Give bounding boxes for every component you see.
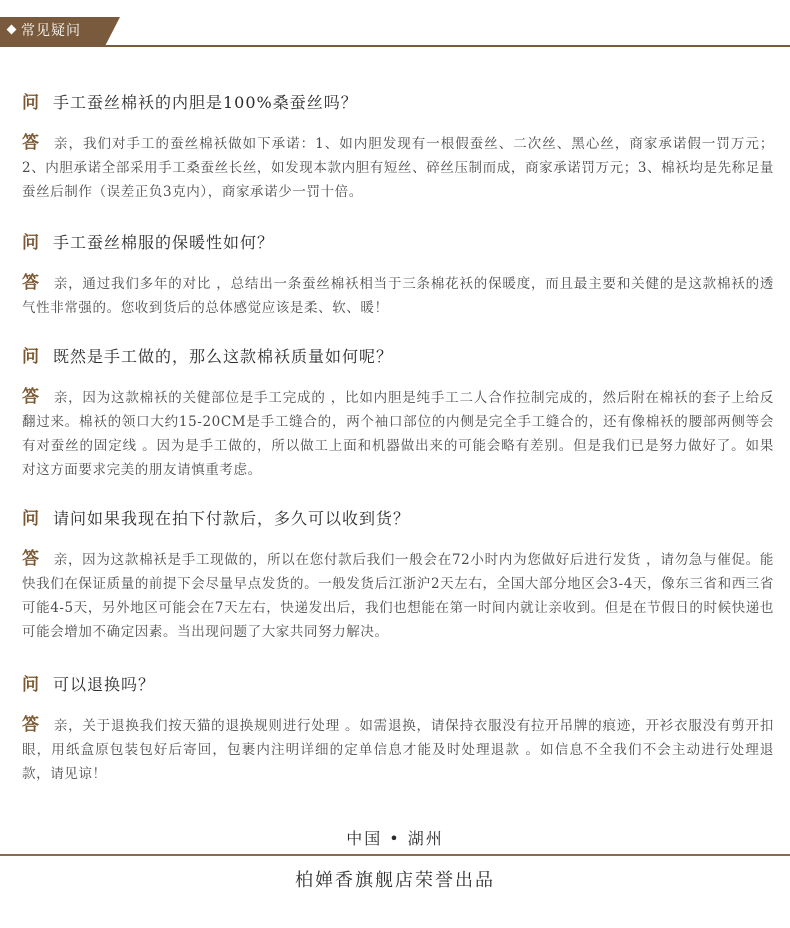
answer-paragraph xyxy=(22,547,774,644)
answer-text: 亲，通过我们多年的对比 ，总结出一条蚕丝棉袄相当于三条棉花袄的保暖度，而且最主要和关健的是这款棉袄的透气性非常强的。您收到货后的总体感觉应该是柔、软、暖！ xyxy=(22,276,774,316)
question-text: 手工蚕丝棉服的保暖性如何？ xyxy=(53,233,275,252)
question-row xyxy=(22,670,774,695)
question-marker: 问 xyxy=(22,347,39,367)
faq-item xyxy=(22,504,774,644)
faq-item xyxy=(22,228,774,320)
faq-item xyxy=(22,88,774,204)
footer-brand: 柏婵香旗舰店荣誉出品 xyxy=(295,870,495,891)
question-marker: 问 xyxy=(22,509,39,529)
answer-paragraph xyxy=(22,385,774,482)
footer-location: 中国 • 湖州 xyxy=(346,829,444,848)
answer-marker: 答 xyxy=(22,387,40,407)
answer-marker: 答 xyxy=(22,273,40,293)
answer-paragraph xyxy=(22,713,774,786)
section-header xyxy=(0,0,790,48)
answer-marker: 答 xyxy=(22,133,41,153)
question-text: 请问如果我现在拍下付款后，多久可以收到货？ xyxy=(53,509,411,528)
question-text: 既然是手工做的，那么这款棉袄质量如何呢？ xyxy=(53,347,394,366)
question-marker: 问 xyxy=(22,675,39,695)
faq-item xyxy=(22,342,774,482)
answer-marker: 答 xyxy=(22,715,40,735)
answer-marker: 答 xyxy=(22,549,40,569)
answer-text: 亲，因为这款棉袄是手工现做的，所以在您付款后我们一般会在72小时内为您做好后进行发货 ，请勿急与催促。能快我们在保证质量的前提下会尽量早点发货的。一般发货后江浙沪2天左右，全国大部分地区会3-4天，像东三省和西三省可能4-5天，另外地区可能会在7天左右，快递发出后，我们也想能在第一时间内就让亲收到。但是在节假日的时候快递也可能会增加不确定因素。当出现问题了大家共同努力解决。 xyxy=(22,552,774,640)
answer-text: 亲，关于退换我们按天猫的退换规则进行处理 。如需退换，请保持衣服没有拉开吊牌的痕迹，开衫衣服没有剪开扣眼，用纸盒原包装包好后寄回，包裹内注明详细的定单信息才能及时处理退款 。如信息不全我们不会主动进行处理退款，请见谅！ xyxy=(22,718,774,782)
header-title: 常见疑问 xyxy=(21,23,81,39)
faq-item xyxy=(22,670,774,786)
answer-paragraph xyxy=(22,131,774,204)
question-text: 手工蚕丝棉袄的内胆是100%桑蚕丝吗？ xyxy=(53,93,358,112)
question-marker: 问 xyxy=(22,233,39,253)
answer-text: 亲，我们对手工的蚕丝棉袄做如下承诺：1、如内胆发现有一根假蚕丝、二次丝、黑心丝，商家承诺假一罚万元；2、内胆承诺全部采用手工桑蚕丝长丝，如发现本款内胆有短丝、碎丝压制而成，商家承诺罚万元；3、棉袄均是先称足量蚕丝后制作（误差正负3克内），商家承诺少一罚十倍。 xyxy=(22,136,774,200)
answer-text: 亲，因为这款棉袄的关健部位是手工完成的 ，比如内胆是纯手工二人合作拉制完成的，然后附在棉袄的套子上给反翻过来。棉袄的领口大约15-20CM是手工缝合的，两个袖口部位的内侧是完全手工缝合的，还有像棉袄的腰部两侧等会有对蚕丝的固定线 。因为是手工做的，所以做工上面和机器做出来的可能会略有差别。但是我们已是努力做好了。如果对这方面要求完美的朋友请慎重考虑。 xyxy=(22,390,774,478)
header-divider xyxy=(0,45,790,47)
question-row xyxy=(22,88,774,113)
question-row xyxy=(22,504,774,529)
question-row xyxy=(22,342,774,367)
question-marker: 问 xyxy=(22,93,39,113)
question-row xyxy=(22,228,774,253)
footer-divider xyxy=(0,854,790,856)
question-text: 可以退换吗？ xyxy=(53,675,156,694)
answer-paragraph xyxy=(22,271,774,320)
